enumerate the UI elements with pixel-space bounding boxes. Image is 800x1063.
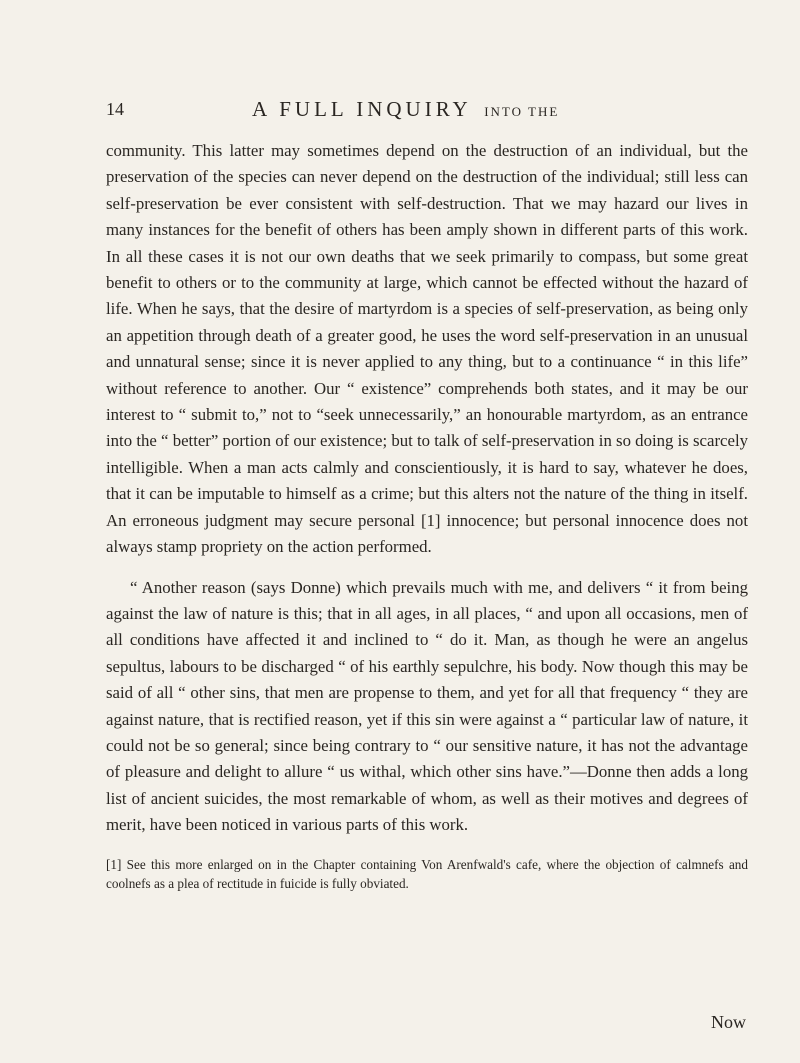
quoted-paragraph: “ Another reason (says Donne) which prevails much with me, and delivers “ it from being against the law of nature is this; that in all ages, in all places, “ and upon all occasions, men of all conditions have affected it and inclined to “ do it. Man, as though he were an angelus sepultus, labours to be discharged “ of his earthly sepulchre, his body. Now though this may be said of all “ other sins, that men are propense to them, and yet for all that frequency “ they are against nature, that is rectified reason, yet if this sin were against a “ particular law of nature, it could not be so general; since being contrary to “ our sensitive nature, it has not the advantage of pleasure and delight to allure “ us withal, which other sins have.”—Donne then adds a long list of ancient suicides, the most remarkable of whom, as well as their motives and degrees of merit, have been noticed in various parts of this work. (106, 577, 748, 835)
page-number: 14 (106, 99, 124, 119)
running-title-main: A FULL INQUIRY (252, 97, 471, 121)
running-title-small: INTO THE (484, 104, 560, 119)
catchword: Now (711, 1012, 746, 1032)
paragraph: community. This latter may sometimes depend on the destruction of an individual, but the preservation of the species can never depend on the destruction of the individual; still less can self-preservation be ever consistent with self-destruction. That we may hazard our lives in many instances for the benefit of others has been amply shown in different parts of this work. In all these cases it is not our own deaths that we seek primarily to compass, but some great benefit to others or to the community at large, which cannot be effected without the hazard of life. When he says, that the desire of martyrdom is a species of self-preservation, as being only an appetition through death of a greater good, he uses the word self-preservation in an unusual and unnatural sense; since it is never applied to any thing, but to a continuance “ in this life” without reference to another. Our “ existence” comprehends both states, and it may be our interest to “ submit to,” not to “seek unnecessarily,” an honourable martyrdom, as an entrance into the “ better” portion of our existence; but to talk of self-preservation in so doing is scarcely intelligible. When a man acts calmly and conscientiously, it is hard to say, whatever he does, that it can be imputable to himself as a crime; but this alters not the nature of the thing in itself. An erroneous judgment may secure personal [1] innocence; but personal innocence does not always stamp propriety on the action performed. (106, 141, 748, 557)
running-title (252, 92, 559, 129)
running-head (106, 92, 748, 126)
footnote: [1] See this more enlarged on in the Chapter containing Von Arenfwald's cafe, where the objection of calmnefs and coolnefs as a plea of rectitude in fuicide is fully obviated. (106, 856, 748, 891)
main-text (106, 138, 748, 839)
